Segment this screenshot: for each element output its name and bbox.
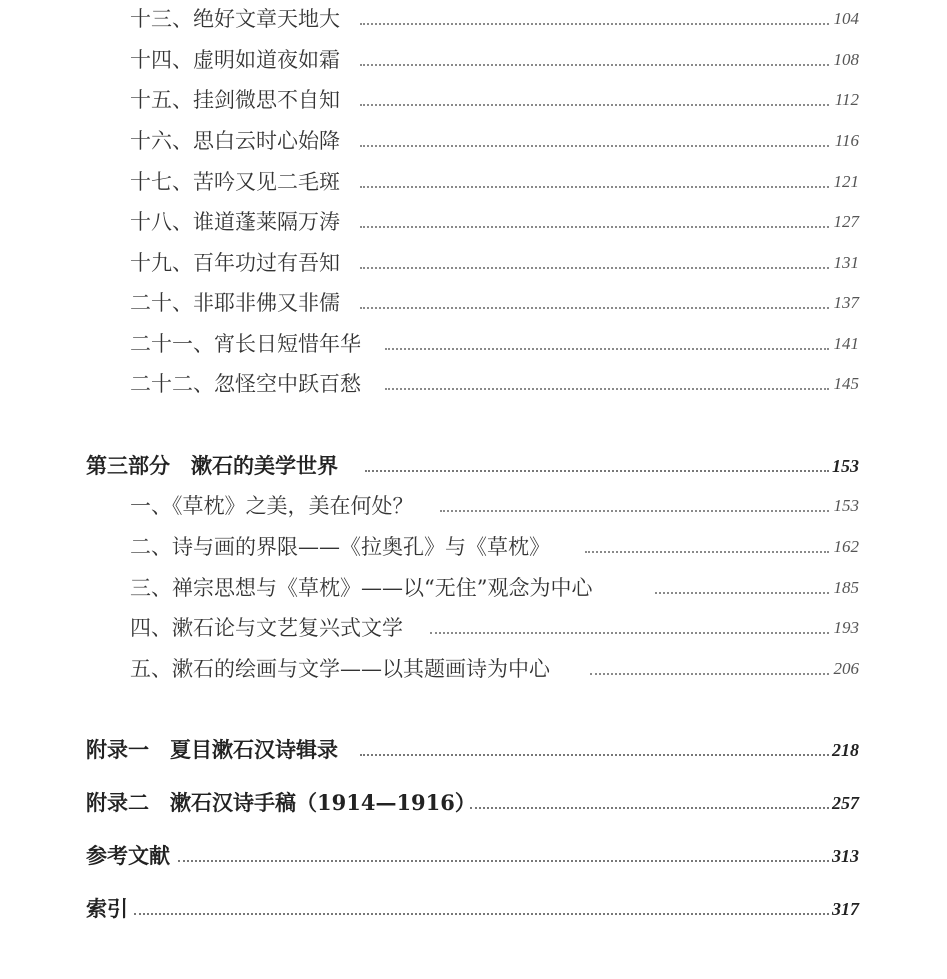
dot-leader xyxy=(360,224,829,228)
toc-entry-page: 137 xyxy=(833,293,859,312)
toc-section-page: 257 xyxy=(832,793,859,813)
dot-leader xyxy=(360,143,829,147)
toc-entry[interactable] xyxy=(0,46,947,74)
toc-entry-title: 一、《草枕》之美，美在何处？ xyxy=(130,494,414,518)
dot-leader xyxy=(360,62,829,66)
dot-leader xyxy=(365,468,829,472)
toc-entry[interactable] xyxy=(0,330,947,358)
dot-leader xyxy=(178,858,829,862)
toc-section-page: 313 xyxy=(832,846,859,866)
toc-entry[interactable] xyxy=(0,289,947,317)
toc-entry-page: 206 xyxy=(833,659,859,678)
toc-section-title: 索引 xyxy=(86,896,128,921)
toc-entry-title: 十九、百年功过有吾知 xyxy=(130,251,340,275)
dot-leader xyxy=(360,102,829,106)
toc-entry[interactable] xyxy=(0,655,947,683)
dot-leader xyxy=(385,386,829,390)
toc-entry-title: 十八、谁道蓬莱隔万涛 xyxy=(130,210,340,234)
dot-leader xyxy=(590,671,829,675)
dot-leader xyxy=(360,265,829,269)
dot-leader xyxy=(430,630,829,634)
dot-leader xyxy=(470,805,829,809)
toc-entry-title: 三、禅宗思想与《草枕》——以“无住”观念为中心 xyxy=(130,576,593,600)
dot-leader xyxy=(440,508,829,512)
toc-entry-page: 121 xyxy=(833,172,859,191)
toc-entry-page: 131 xyxy=(833,253,859,272)
toc-entry[interactable] xyxy=(0,574,947,602)
toc-entry[interactable] xyxy=(0,168,947,196)
toc-section-title: 参考文献 xyxy=(86,843,170,868)
toc-section-index[interactable] xyxy=(0,895,947,923)
toc-section-appendix2[interactable] xyxy=(0,789,947,817)
toc-entry-page: 162 xyxy=(833,537,859,556)
toc-entry-title: 二、诗与画的界限——《拉奥孔》与《草枕》 xyxy=(130,535,550,559)
toc-section-title: 第三部分 漱石的美学世界 xyxy=(86,453,338,478)
toc-section-title: 附录二 漱石汉诗手稿（1914—1916） xyxy=(86,790,476,815)
toc-entry-title: 二十、非耶非佛又非儒 xyxy=(130,291,340,315)
dot-leader xyxy=(134,911,829,915)
toc-entry[interactable] xyxy=(0,5,947,33)
toc-entry-page: 116 xyxy=(834,131,859,150)
toc-entry-page: 127 xyxy=(833,212,859,231)
toc-entry-page: 153 xyxy=(833,496,859,515)
toc-section-title: 附录一 夏目漱石汉诗辑录 xyxy=(86,737,338,762)
dot-leader xyxy=(360,21,829,25)
toc-entry[interactable] xyxy=(0,614,947,642)
toc-entry-title: 十三、绝好文章天地大 xyxy=(130,7,340,31)
toc-entry-title: 二十一、宵长日短惜年华 xyxy=(130,332,361,356)
toc-section-page: 317 xyxy=(832,899,859,919)
toc-entry[interactable] xyxy=(0,370,947,398)
toc-entry[interactable] xyxy=(0,86,947,114)
toc-section-page: 218 xyxy=(832,740,859,760)
toc-entry-title: 十六、思白云时心始降 xyxy=(130,129,340,153)
toc-entry-title: 四、漱石论与文艺复兴式文学 xyxy=(130,616,403,640)
dot-leader xyxy=(360,305,829,309)
toc-entry[interactable] xyxy=(0,492,947,520)
dot-leader xyxy=(655,590,829,594)
toc-section-references[interactable] xyxy=(0,842,947,870)
toc-entry-page: 141 xyxy=(833,334,859,353)
toc-entry[interactable] xyxy=(0,208,947,236)
toc-entry-page: 185 xyxy=(833,578,859,597)
dot-leader xyxy=(385,346,829,350)
toc-entry-title: 十四、虚明如道夜如霜 xyxy=(130,48,340,72)
toc-entry-page: 104 xyxy=(833,9,859,28)
toc-entry-title: 二十二、忽怪空中跃百愁 xyxy=(130,372,361,396)
toc-entry-title: 十五、挂剑微思不自知 xyxy=(130,88,340,112)
toc-entry-page: 193 xyxy=(833,618,859,637)
toc-entry-page: 145 xyxy=(833,374,859,393)
toc-entry[interactable] xyxy=(0,249,947,277)
toc-entry[interactable] xyxy=(0,127,947,155)
dot-leader xyxy=(360,752,829,756)
toc-entry-title: 五、漱石的绘画与文学——以其题画诗为中心 xyxy=(130,657,550,681)
toc-entry[interactable] xyxy=(0,533,947,561)
toc-entry-page: 112 xyxy=(834,90,859,109)
toc-section-appendix1[interactable] xyxy=(0,736,947,764)
toc-section-page: 153 xyxy=(832,456,859,476)
dot-leader xyxy=(360,184,829,188)
dot-leader xyxy=(585,549,829,553)
toc-entry-title: 十七、苦吟又见二毛斑 xyxy=(130,170,340,194)
toc-entry-page: 108 xyxy=(833,50,859,69)
toc-section-part3[interactable] xyxy=(0,452,947,480)
